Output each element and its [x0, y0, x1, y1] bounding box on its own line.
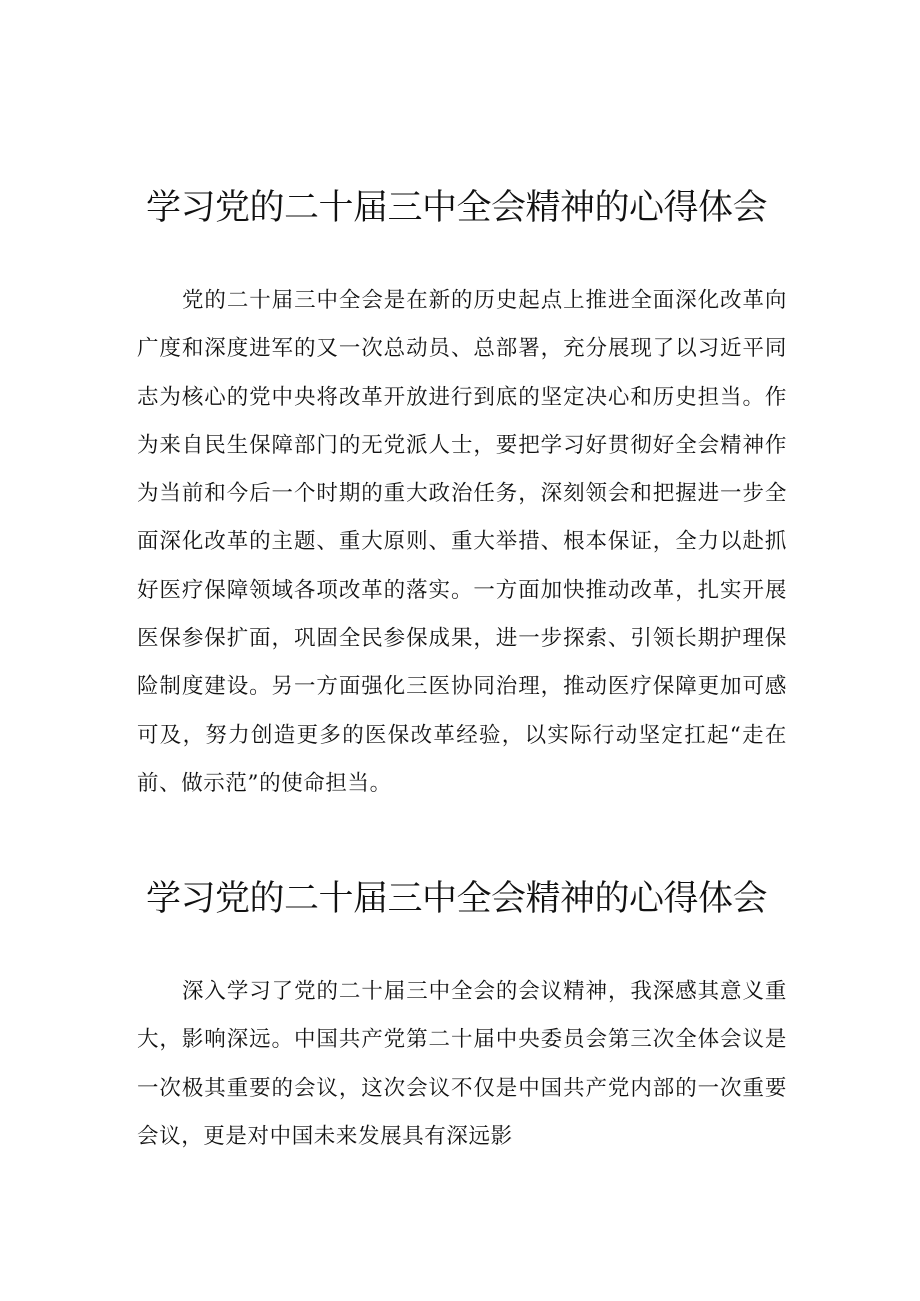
section-1-title: 学习党的二十届三中全会精神的心得体会 [146, 188, 768, 228]
section-1-body: 党的二十届三中全会是在新的历史起点上推进全面深化改革向广度和深度进军的又一次总动员、总部署，充分展现了以习近平同志为核心的党中央将改革开放进行到底的坚定决心和历史担当。作为来自民生保障部门的无党派人士，要把学习好贯彻好全会精神作为当前和今后一个时期的重大政治任务，深刻领会和把握进一步全面深化改革的主题、重大原则、重大举措、根本保证，全力以赴抓好医疗保障领域各项改革的落实。一方面加快推动改革，扎实开展医保参保扩面，巩固全民参保成果，进一步探索、引领长期护理保险制度建设。另一方面强化三医协同治理，推动医疗保障更加可感可及，努力创造更多的医保改革经验，以实际行动坚定扛起“走在前、做示范”的使命担当。 [137, 288, 787, 796]
section-2-title: 学习党的二十届三中全会精神的心得体会 [146, 879, 768, 919]
section-2-body: 深入学习了党的二十届三中全会的会议精神，我深感其意义重大，影响深远。中国共产党第二十届中央委员会第三次全体会议是一次极其重要的会议，这次会议不仅是中国共产党内部的一次重要会议，更是对中国未来发展具有深远影 [137, 979, 787, 1149]
